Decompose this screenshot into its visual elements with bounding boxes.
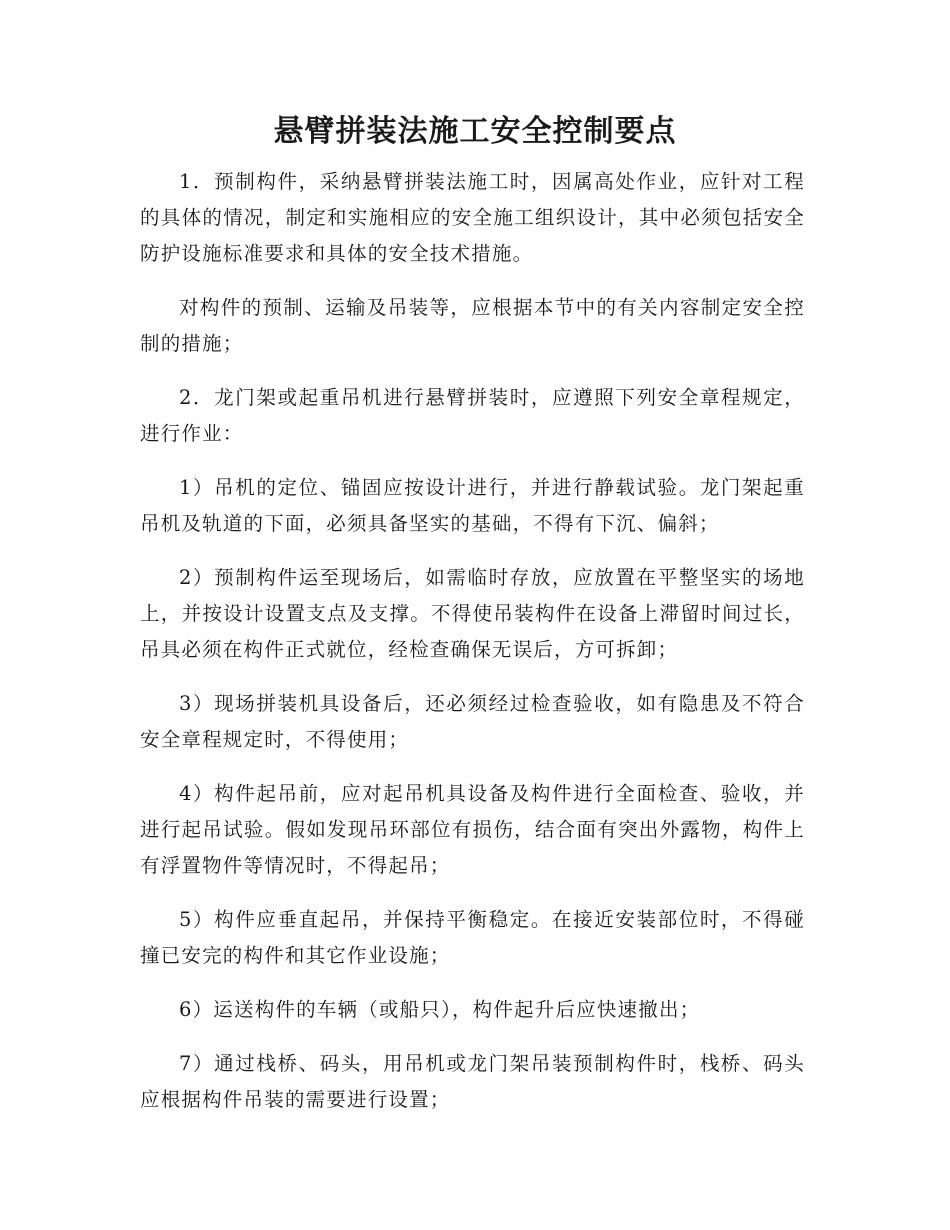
paragraph-4: 1）吊机的定位、锚固应按设计进行，并进行静载试验。龙门架起重吊机及轨道的下面，必须具备坚实的基础，不得有下沉、偏斜； — [140, 476, 805, 535]
document-body — [140, 164, 805, 1136]
paragraph-8: 5）构件应垂直起吊，并保持平衡稳定。在接近安装部位时，不得碰撞已安完的构件和其它作业设施； — [140, 908, 805, 967]
paragraph-7: 4）构件起吊前，应对起吊机具设备及构件进行全面检查、验收，并进行起吊试验。假如发现吊环部位有损伤，结合面有突出外露物，构件上有浮置物件等情况时，不得起吊； — [140, 782, 805, 877]
paragraph-10: 7）通过栈桥、码头，用吊机或龙门架吊装预制构件时，栈桥、码头应根据构件吊装的需要进行设置； — [140, 1052, 805, 1111]
paragraph-2: 对构件的预制、运输及吊装等，应根据本节中的有关内容制定安全控制的措施； — [140, 296, 805, 355]
paragraph-3: 2．龙门架或起重吊机进行悬臂拼装时，应遵照下列安全章程规定，进行作业： — [140, 386, 805, 445]
paragraph-9: 6）运送构件的车辆（或船只），构件起升后应快速撤出； — [179, 998, 701, 1021]
paragraph-1: 1．预制构件，采纳悬臂拼装法施工时，因属高处作业，应针对工程的具体的情况，制定和实施相应的安全施工组织设计，其中必须包括安全防护设施标准要求和具体的安全技术措施。 — [140, 170, 805, 265]
paragraph-6: 3）现场拼装机具设备后，还必须经过检查验收，如有隐患及不符合安全章程规定时，不得使用； — [140, 692, 805, 751]
document-title: 悬臂拼装法施工安全控制要点 — [273, 114, 677, 149]
paragraph-5: 2）预制构件运至现场后，如需临时存放，应放置在平整坚实的场地上，并按设计设置支点及支撑。不得使吊装构件在设备上滞留时间过长，吊具必须在构件正式就位，经检查确保无误后，方可拆卸； — [140, 566, 805, 661]
